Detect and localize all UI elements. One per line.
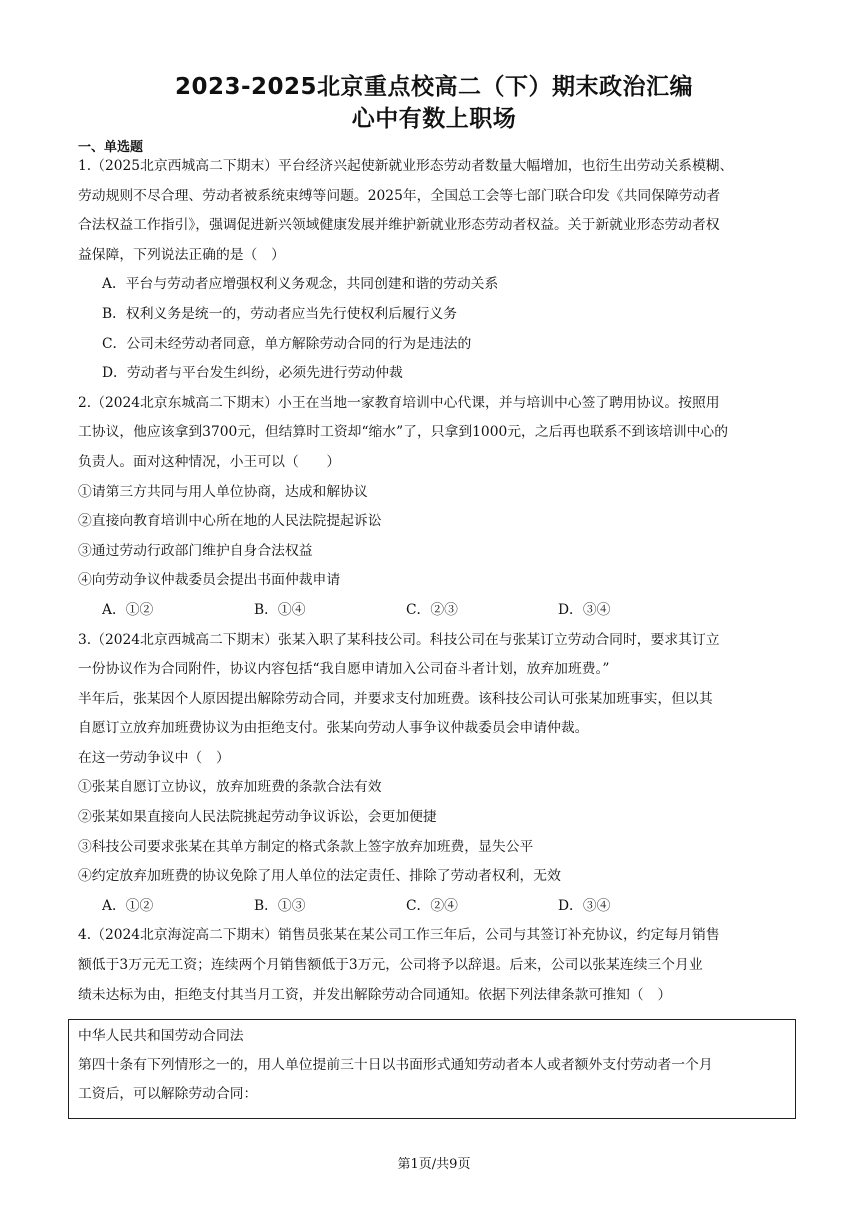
question-3-item: ①张某自愿订立协议，放弃加班费的条款合法有效: [78, 779, 382, 796]
document-subtitle: 心中有数上职场: [351, 106, 517, 132]
question-3-stem-line: 3.（2024北京西城高二下期末）张某入职了某科技公司。科技公司在与张某订立劳动合同时，要求其订立: [78, 631, 720, 648]
question-2-option-d: D．③④: [558, 601, 611, 618]
question-3: [78, 626, 800, 922]
question-1-stem-line: 合法权益工作指引》，强调促进新兴领域健康发展并维护新就业形态劳动者权益。关于新就业形态劳动者权: [78, 217, 720, 234]
question-1: [78, 152, 800, 389]
question-3-option-a: A．①②: [102, 897, 154, 914]
question-1-stem-line: 1.（2025北京西城高二下期末）平台经济兴起使新就业形态劳动者数量大幅增加，也衍生出劳动关系模糊、: [78, 158, 734, 174]
question-3-options: [78, 892, 800, 922]
question-3-option-b: B．①③: [254, 897, 306, 914]
question-3-item: ③科技公司要求张某在其单方制定的格式条款上签字放弃加班费，显失公平: [78, 838, 534, 855]
question-1-option-d: D．劳动者与平台发生纠纷，必须先进行劳动仲裁: [102, 365, 403, 382]
question-2-option-c: C．②③: [406, 601, 458, 618]
question-2-option-b: B．①④: [254, 601, 306, 618]
question-3-stem-line: 半年后，张某因个人原因提出解除劳动合同，并要求支付加班费。该科技公司认可张某加班事实，但以其: [78, 690, 713, 707]
document-title: 2023-2025北京重点校高二（下）期末政治汇编: [174, 74, 694, 100]
question-1-stem-line: 益保障，下列说法正确的是（ ）: [78, 246, 285, 263]
section-heading: 一、单选题: [78, 140, 144, 155]
question-1-stem-line: 劳动规则不尽合理、劳动者被系统束缚等问题。2025年，全国总工会等七部门联合印发《共同保障劳动者: [78, 187, 721, 204]
question-2-item: ①请第三方共同与用人单位协商，达成和解协议: [78, 483, 368, 500]
question-3-item: ④约定放弃加班费的协议免除了用人单位的法定责任、排除了劳动者权利，无效: [78, 868, 561, 885]
question-2-option-a: A．①②: [102, 601, 154, 618]
law-article-line: 工资后，可以解除劳动合同：: [78, 1086, 258, 1102]
question-3-option-c: C．②④: [406, 897, 458, 914]
question-2-item: ③通过劳动行政部门维护自身合法权益: [78, 542, 313, 559]
question-4-stem-line: 4.（2024北京海淀高二下期末）销售员张某在某公司工作三年后，公司与其签订补充协议，约定每月销售: [78, 927, 720, 944]
question-4-stem-line: 额低于3万元无工资；连续两个月销售额低于3万元，公司将予以辞退。后来，公司以张某连续三个月业: [78, 957, 703, 974]
question-2-stem-line: 2.（2024北京东城高二下期末）小王在当地一家教育培训中心代课，并与培训中心签了聘用协议。按照用: [78, 394, 720, 411]
question-4: [78, 921, 800, 1010]
question-3-option-d: D．③④: [558, 897, 611, 914]
question-1-option-b: B．权利义务是统一的，劳动者应当先行使权利后履行义务: [102, 305, 458, 322]
question-2-stem-line: 工协议，他应该拿到3700元，但结算时工资却“缩水”了，只拿到1000元，之后再也联系不到该培训中心的: [78, 424, 729, 441]
question-3-stem-line: 在这一劳动争议中（ ）: [78, 749, 230, 766]
question-3-stem-line: 自愿订立放弃加班费协议为由拒绝支付。张某向劳动人事争议仲裁委员会申请仲裁。: [78, 720, 589, 737]
question-3-stem-line: 一份协议作为合同附件，协议内容包括“我自愿申请加入公司奋斗者计划，放弃加班费。”: [78, 661, 610, 678]
page-number: 第1页/共9页: [397, 1157, 471, 1172]
question-3-item: ②张某如果直接向人民法院挑起劳动争议诉讼，会更加便捷: [78, 809, 437, 826]
question-4-stem-line: 绩未达标为由，拒绝支付其当月工资，并发出解除劳动合同通知。依据下列法律条款可推知（ ）: [78, 986, 672, 1003]
question-2-item: ④向劳动争议仲裁委员会提出书面仲裁申请: [78, 572, 341, 589]
question-1-option-a: A．平台与劳动者应增强权利义务观念，共同创建和谐的劳动关系: [102, 276, 499, 293]
law-excerpt-box: [68, 1019, 796, 1119]
question-2-stem-line: 负责人。面对这种情况，小王可以（ ）: [78, 453, 341, 470]
question-2-options: [78, 596, 800, 626]
question-2-item: ②直接向教育培训中心所在地的人民法院提起诉讼: [78, 513, 382, 530]
question-list: [78, 152, 800, 1010]
law-article-line: 第四十条有下列情形之一的，用人单位提前三十日以书面形式通知劳动者本人或者额外支付劳动者一个月: [78, 1057, 713, 1073]
question-2: [78, 389, 800, 626]
question-1-option-c: C．公司未经劳动者同意，单方解除劳动合同的行为是违法的: [102, 335, 472, 352]
law-title: 中华人民共和国劳动合同法: [78, 1028, 244, 1044]
